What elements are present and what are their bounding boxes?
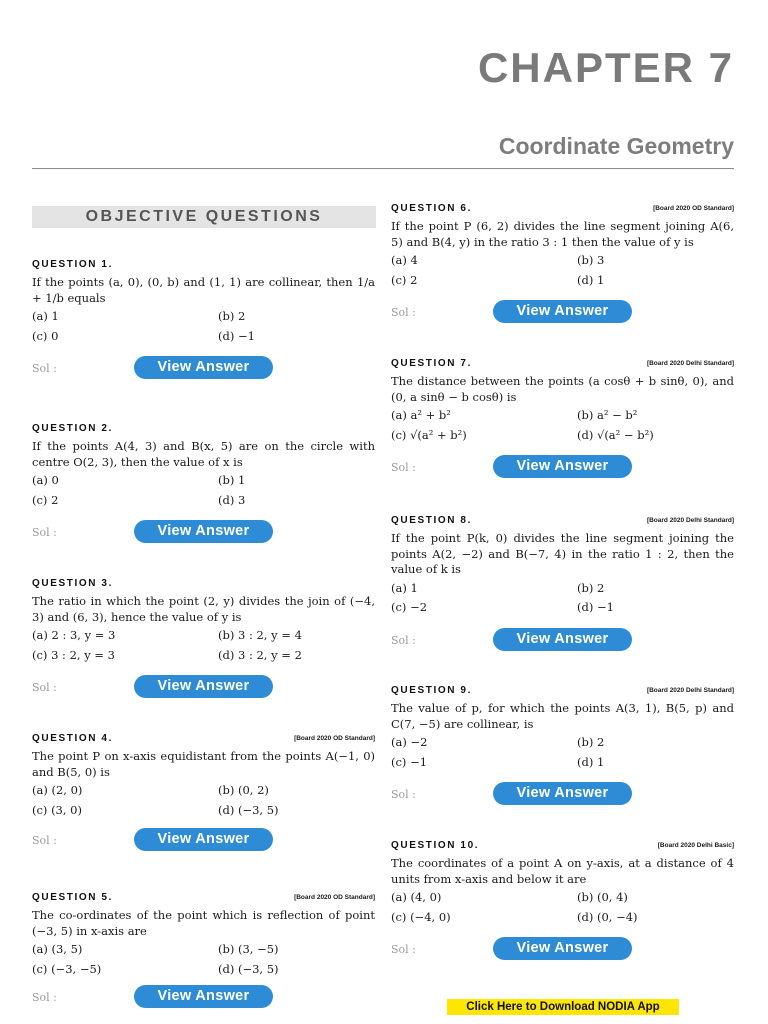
chapter-title: CHAPTER 7 <box>477 44 734 91</box>
view-answer-button[interactable]: View Answer <box>134 828 273 851</box>
question-8 <box>391 512 734 652</box>
question-2 <box>32 420 375 544</box>
solution-row <box>391 455 734 479</box>
question-source: [Board 2020 Delhi Standard] <box>646 687 734 694</box>
view-answer-button[interactable]: View Answer <box>493 782 632 805</box>
question-text: If the point P (6, 2) divides the line segment joining A(6, 5) and B(4, y) in the ratio 3 : 1 then the value of y is <box>391 219 734 249</box>
options-grid <box>32 309 375 344</box>
option-c: (c) 0 <box>32 328 59 343</box>
option-b: (b) (3, −5) <box>218 942 279 956</box>
option-b: (b) 2 <box>577 735 605 749</box>
solution-row <box>32 828 375 852</box>
question-text: The distance between the points (a cosθ + b sinθ, 0), and (0, a sinθ − b cosθ) is <box>391 374 734 404</box>
option-a: (a) (2, 0) <box>32 783 83 797</box>
option-b: (b) 1 <box>218 473 246 487</box>
option-d: (d) −1 <box>577 600 614 614</box>
option-b: (b) (0, 4) <box>577 890 628 904</box>
option-d: (d) √(a² − b²) <box>577 427 654 442</box>
option-a: (a) 1 <box>391 580 418 595</box>
question-text: The ratio in which the point (2, y) divides the join of (−4, 3) and (6, 3), hence the value of y is <box>32 594 375 624</box>
solution-row <box>391 782 734 806</box>
solution-row <box>32 520 375 544</box>
question-label: QUESTION 9. <box>391 685 472 696</box>
question-label: QUESTION 10. <box>391 840 480 851</box>
option-d: (d) 1 <box>577 754 605 769</box>
solution-row <box>32 356 375 380</box>
option-c: (c) 3 : 2, y = 3 <box>32 647 115 662</box>
option-c: (c) 2 <box>391 272 418 287</box>
options-grid <box>32 628 375 663</box>
sol-label: Sol : <box>391 633 416 647</box>
question-source: [Board 2020 OD Standard] <box>294 894 375 901</box>
options-grid <box>391 581 734 616</box>
question-label: QUESTION 5. <box>32 892 113 903</box>
view-answer-button[interactable]: View Answer <box>134 356 273 379</box>
question-source: [Board 2020 Delhi Basic] <box>657 842 734 849</box>
question-text: If the points A(4, 3) and B(x, 5) are on the circle with centre O(2, 3), then the value of x is <box>32 439 375 469</box>
question-5 <box>32 889 375 1009</box>
question-text: The co-ordinates of the point which is reflection of point (−3, 5) in x-axis are <box>32 908 375 938</box>
option-b: (b) a² − b² <box>577 408 638 422</box>
download-app-link[interactable]: Click Here to Download NODIA App <box>447 999 679 1015</box>
option-c: (c) 2 <box>32 492 59 507</box>
option-a: (a) (4, 0) <box>391 890 442 904</box>
chapter-subtitle: Coordinate Geometry <box>498 133 734 159</box>
option-a: (a) −2 <box>391 735 428 749</box>
option-d: (d) (0, −4) <box>577 909 638 924</box>
question-text: The point P on x-axis equidistant from the points A(−1, 0) and B(5, 0) is <box>32 749 375 779</box>
question-7 <box>391 355 734 479</box>
options-grid <box>391 408 734 443</box>
option-a: (a) 4 <box>391 253 418 267</box>
options-grid <box>32 942 375 977</box>
question-label: QUESTION 6. <box>391 203 472 214</box>
view-answer-button[interactable]: View Answer <box>493 937 632 960</box>
view-answer-button[interactable]: View Answer <box>134 985 273 1008</box>
question-text: The coordinates of a point A on y-axis, at a distance of 4 units from x-axis and below it are <box>391 856 734 886</box>
option-a: (a) 2 : 3, y = 3 <box>32 628 116 642</box>
question-text: If the point P(k, 0) divides the line segment joining the points A(2, −2) and B(−7, 4) in the ratio 1 : 2, then the value of k is <box>391 531 734 576</box>
option-a: (a) 1 <box>32 309 59 323</box>
option-b: (b) (0, 2) <box>218 783 269 797</box>
option-b: (b) 3 : 2, y = 4 <box>218 628 302 642</box>
question-label: QUESTION 3. <box>32 578 113 589</box>
option-c: (c) (3, 0) <box>32 802 82 817</box>
sol-label: Sol : <box>32 681 57 694</box>
option-a: (a) a² + b² <box>391 408 451 422</box>
header-divider <box>32 168 734 169</box>
options-grid <box>391 735 734 770</box>
options-grid <box>391 890 734 925</box>
option-b: (b) 2 <box>218 309 246 323</box>
solution-row <box>391 300 734 324</box>
section-heading: OBJECTIVE QUESTIONS <box>32 206 376 228</box>
option-a: (a) 0 <box>32 473 59 487</box>
option-d: (d) (−3, 5) <box>218 961 279 976</box>
solution-row <box>32 985 375 1009</box>
option-d: (d) −1 <box>218 328 255 343</box>
sol-label: Sol : <box>391 788 416 801</box>
sol-label: Sol : <box>32 834 57 847</box>
option-a: (a) (3, 5) <box>32 942 83 956</box>
sol-label: Sol : <box>391 943 416 956</box>
sol-label: Sol : <box>32 991 57 1004</box>
question-1 <box>32 256 375 380</box>
question-label: QUESTION 7. <box>391 358 472 369</box>
solution-row <box>32 675 375 699</box>
option-d: (d) 3 <box>218 492 246 507</box>
option-d: (d) 3 : 2, y = 2 <box>218 647 302 662</box>
sol-label: Sol : <box>391 461 416 474</box>
question-source: [Board 2020 OD Standard] <box>653 205 734 212</box>
options-grid <box>32 783 375 818</box>
question-source: [Board 2020 OD Standard] <box>294 735 375 742</box>
view-answer-button[interactable]: View Answer <box>493 628 632 651</box>
option-d: (d) (−3, 5) <box>218 802 279 817</box>
question-6 <box>391 200 734 324</box>
question-4 <box>32 730 375 852</box>
question-3 <box>32 575 375 699</box>
options-grid <box>32 473 375 508</box>
question-source: [Board 2020 Delhi Standard] <box>646 517 734 524</box>
solution-row <box>391 628 734 652</box>
view-answer-button[interactable]: View Answer <box>134 675 273 698</box>
question-label: QUESTION 2. <box>32 423 113 434</box>
view-answer-button[interactable]: View Answer <box>134 520 273 543</box>
question-source: [Board 2020 Delhi Standard] <box>646 360 734 367</box>
options-grid <box>391 253 734 288</box>
option-c: (c) (−4, 0) <box>391 909 451 924</box>
question-9 <box>391 682 734 806</box>
question-label: QUESTION 1. <box>32 259 113 270</box>
option-c: (c) √(a² + b²) <box>391 427 467 442</box>
option-b: (b) 2 <box>577 580 605 595</box>
solution-row <box>391 937 734 961</box>
option-c: (c) −2 <box>391 600 428 614</box>
question-label: QUESTION 4. <box>32 733 113 744</box>
question-text: If the points (a, 0), (0, b) and (1, 1) are collinear, then 1/a + 1/b equals <box>32 275 375 305</box>
sol-label: Sol : <box>32 362 57 375</box>
sol-label: Sol : <box>391 306 416 319</box>
option-c: (c) −1 <box>391 754 428 769</box>
sol-label: Sol : <box>32 526 57 539</box>
view-answer-button[interactable]: View Answer <box>493 300 632 323</box>
question-label: QUESTION 8. <box>391 515 472 526</box>
option-c: (c) (−3, −5) <box>32 961 102 976</box>
question-10 <box>391 837 734 961</box>
option-d: (d) 1 <box>577 272 605 287</box>
option-b: (b) 3 <box>577 253 605 267</box>
view-answer-button[interactable]: View Answer <box>493 455 632 478</box>
question-text: The value of p, for which the points A(3, 1), B(5, p) and C(7, −5) are collinear, is <box>391 701 734 731</box>
